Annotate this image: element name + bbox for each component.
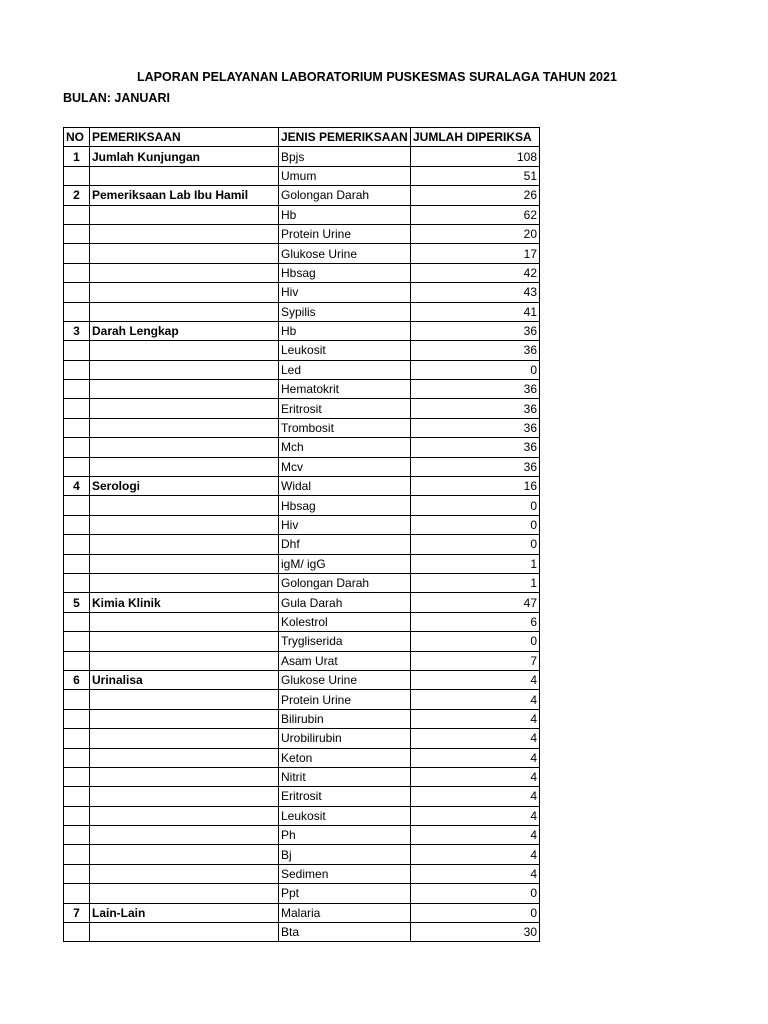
table-row: [64, 632, 540, 651]
table-row: [64, 787, 540, 806]
pemeriksaan-cell: [90, 729, 279, 748]
header-jumlah-diperiksa: JUMLAH DIPERIKSA: [411, 128, 540, 147]
jumlah-diperiksa-cell: 36: [411, 321, 540, 340]
jenis-pemeriksaan-cell: Urobilirubin: [279, 729, 411, 748]
table-row: [64, 515, 540, 534]
pemeriksaan-cell: [90, 418, 279, 437]
table-row: [64, 767, 540, 786]
jenis-pemeriksaan-cell: Hb: [279, 205, 411, 224]
table-row: [64, 593, 540, 612]
jenis-pemeriksaan-cell: Malaria: [279, 903, 411, 922]
no-cell: [64, 612, 90, 631]
no-cell: 1: [64, 147, 90, 166]
jumlah-diperiksa-cell: 1: [411, 573, 540, 592]
no-cell: 5: [64, 593, 90, 612]
no-cell: [64, 729, 90, 748]
table-row: [64, 903, 540, 922]
jumlah-diperiksa-cell: 62: [411, 205, 540, 224]
no-cell: [64, 535, 90, 554]
no-cell: [64, 573, 90, 592]
jenis-pemeriksaan-cell: Protein Urine: [279, 224, 411, 243]
no-cell: [64, 302, 90, 321]
jumlah-diperiksa-cell: 4: [411, 845, 540, 864]
no-cell: [64, 826, 90, 845]
pemeriksaan-cell: Lain-Lain: [90, 903, 279, 922]
jumlah-diperiksa-cell: 4: [411, 806, 540, 825]
jenis-pemeriksaan-cell: Golongan Darah: [279, 573, 411, 592]
jumlah-diperiksa-cell: 4: [411, 826, 540, 845]
pemeriksaan-cell: [90, 845, 279, 864]
pemeriksaan-cell: [90, 554, 279, 573]
pemeriksaan-cell: Serologi: [90, 477, 279, 496]
jenis-pemeriksaan-cell: Glukose Urine: [279, 244, 411, 263]
header-no: NO: [64, 128, 90, 147]
pemeriksaan-cell: [90, 573, 279, 592]
jenis-pemeriksaan-cell: Golongan Darah: [279, 186, 411, 205]
no-cell: [64, 263, 90, 282]
pemeriksaan-cell: [90, 864, 279, 883]
jenis-pemeriksaan-cell: Hbsag: [279, 496, 411, 515]
pemeriksaan-cell: [90, 496, 279, 515]
no-cell: [64, 845, 90, 864]
no-cell: [64, 690, 90, 709]
table-row: [64, 399, 540, 418]
report-month: BULAN: JANUARI: [63, 91, 170, 105]
pemeriksaan-cell: [90, 283, 279, 302]
jenis-pemeriksaan-cell: Leukosit: [279, 341, 411, 360]
table-row: [64, 884, 540, 903]
jenis-pemeriksaan-cell: Trygliserida: [279, 632, 411, 651]
table-row: [64, 690, 540, 709]
no-cell: [64, 244, 90, 263]
jumlah-diperiksa-cell: 36: [411, 341, 540, 360]
jumlah-diperiksa-cell: 4: [411, 670, 540, 689]
no-cell: [64, 283, 90, 302]
jumlah-diperiksa-cell: 36: [411, 399, 540, 418]
table-row: [64, 826, 540, 845]
pemeriksaan-cell: [90, 380, 279, 399]
jenis-pemeriksaan-cell: Eritrosit: [279, 399, 411, 418]
jenis-pemeriksaan-cell: Bta: [279, 923, 411, 942]
table-row: [64, 477, 540, 496]
pemeriksaan-cell: [90, 690, 279, 709]
no-cell: [64, 205, 90, 224]
no-cell: 4: [64, 477, 90, 496]
jumlah-diperiksa-cell: 108: [411, 147, 540, 166]
jumlah-diperiksa-cell: 17: [411, 244, 540, 263]
pemeriksaan-cell: [90, 612, 279, 631]
table-row: [64, 438, 540, 457]
no-cell: [64, 632, 90, 651]
no-cell: [64, 864, 90, 883]
table-row: [64, 864, 540, 883]
jumlah-diperiksa-cell: 41: [411, 302, 540, 321]
no-cell: [64, 923, 90, 942]
jumlah-diperiksa-cell: 51: [411, 166, 540, 185]
pemeriksaan-cell: [90, 224, 279, 243]
table-row: [64, 573, 540, 592]
jenis-pemeriksaan-cell: Glukose Urine: [279, 670, 411, 689]
jumlah-diperiksa-cell: 0: [411, 515, 540, 534]
jenis-pemeriksaan-cell: Hiv: [279, 515, 411, 534]
table-row: [64, 651, 540, 670]
jenis-pemeriksaan-cell: Sypilis: [279, 302, 411, 321]
jenis-pemeriksaan-cell: Ph: [279, 826, 411, 845]
jenis-pemeriksaan-cell: Asam Urat: [279, 651, 411, 670]
jumlah-diperiksa-cell: 4: [411, 709, 540, 728]
table-row: [64, 535, 540, 554]
jumlah-diperiksa-cell: 16: [411, 477, 540, 496]
jumlah-diperiksa-cell: 6: [411, 612, 540, 631]
no-cell: [64, 380, 90, 399]
table-header-row: [64, 128, 540, 147]
jumlah-diperiksa-cell: 0: [411, 360, 540, 379]
table-row: [64, 380, 540, 399]
table-row: [64, 845, 540, 864]
pemeriksaan-cell: [90, 748, 279, 767]
jenis-pemeriksaan-cell: Mcv: [279, 457, 411, 476]
table-row: [64, 729, 540, 748]
no-cell: [64, 341, 90, 360]
pemeriksaan-cell: Darah Lengkap: [90, 321, 279, 340]
no-cell: 2: [64, 186, 90, 205]
table-row: [64, 341, 540, 360]
pemeriksaan-cell: Pemeriksaan Lab Ibu Hamil: [90, 186, 279, 205]
report-title: LAPORAN PELAYANAN LABORATORIUM PUSKESMAS SURALAGA TAHUN 2021: [137, 70, 617, 84]
no-cell: [64, 399, 90, 418]
jumlah-diperiksa-cell: 36: [411, 418, 540, 437]
table-row: [64, 166, 540, 185]
jenis-pemeriksaan-cell: Led: [279, 360, 411, 379]
table-row: [64, 205, 540, 224]
pemeriksaan-cell: [90, 515, 279, 534]
jumlah-diperiksa-cell: 4: [411, 748, 540, 767]
jumlah-diperiksa-cell: 36: [411, 457, 540, 476]
jumlah-diperiksa-cell: 0: [411, 535, 540, 554]
table-row: [64, 612, 540, 631]
table-row: [64, 186, 540, 205]
pemeriksaan-cell: [90, 166, 279, 185]
lab-report-table: [63, 127, 540, 942]
header-jenis-pemeriksaan: JENIS PEMERIKSAAN: [279, 128, 411, 147]
no-cell: [64, 418, 90, 437]
jenis-pemeriksaan-cell: Hbsag: [279, 263, 411, 282]
table-row: [64, 554, 540, 573]
jenis-pemeriksaan-cell: Trombosit: [279, 418, 411, 437]
table-row: [64, 496, 540, 515]
pemeriksaan-cell: [90, 767, 279, 786]
jumlah-diperiksa-cell: 42: [411, 263, 540, 282]
no-cell: [64, 360, 90, 379]
jumlah-diperiksa-cell: 43: [411, 283, 540, 302]
jumlah-diperiksa-cell: 7: [411, 651, 540, 670]
no-cell: 3: [64, 321, 90, 340]
pemeriksaan-cell: [90, 535, 279, 554]
jenis-pemeriksaan-cell: Bj: [279, 845, 411, 864]
table-row: [64, 670, 540, 689]
jenis-pemeriksaan-cell: Keton: [279, 748, 411, 767]
jenis-pemeriksaan-cell: Hb: [279, 321, 411, 340]
jenis-pemeriksaan-cell: Mch: [279, 438, 411, 457]
pemeriksaan-cell: [90, 923, 279, 942]
jumlah-diperiksa-cell: 30: [411, 923, 540, 942]
pemeriksaan-cell: [90, 787, 279, 806]
no-cell: 6: [64, 670, 90, 689]
no-cell: [64, 438, 90, 457]
jumlah-diperiksa-cell: 4: [411, 864, 540, 883]
no-cell: [64, 787, 90, 806]
jumlah-diperiksa-cell: 4: [411, 787, 540, 806]
jenis-pemeriksaan-cell: Bpjs: [279, 147, 411, 166]
no-cell: [64, 767, 90, 786]
table-row: [64, 263, 540, 282]
jumlah-diperiksa-cell: 1: [411, 554, 540, 573]
table-row: [64, 923, 540, 942]
jenis-pemeriksaan-cell: Bilirubin: [279, 709, 411, 728]
pemeriksaan-cell: [90, 457, 279, 476]
pemeriksaan-cell: [90, 360, 279, 379]
pemeriksaan-cell: [90, 438, 279, 457]
jenis-pemeriksaan-cell: Hiv: [279, 283, 411, 302]
jenis-pemeriksaan-cell: Ppt: [279, 884, 411, 903]
table-row: [64, 418, 540, 437]
pemeriksaan-cell: [90, 709, 279, 728]
jumlah-diperiksa-cell: 20: [411, 224, 540, 243]
pemeriksaan-cell: Urinalisa: [90, 670, 279, 689]
jenis-pemeriksaan-cell: Gula Darah: [279, 593, 411, 612]
table-row: [64, 806, 540, 825]
pemeriksaan-cell: [90, 884, 279, 903]
table-row: [64, 244, 540, 263]
jenis-pemeriksaan-cell: Nitrit: [279, 767, 411, 786]
no-cell: [64, 496, 90, 515]
jumlah-diperiksa-cell: 36: [411, 438, 540, 457]
jumlah-diperiksa-cell: 0: [411, 903, 540, 922]
jenis-pemeriksaan-cell: Eritrosit: [279, 787, 411, 806]
pemeriksaan-cell: [90, 632, 279, 651]
pemeriksaan-cell: [90, 341, 279, 360]
no-cell: [64, 554, 90, 573]
jumlah-diperiksa-cell: 0: [411, 496, 540, 515]
pemeriksaan-cell: [90, 244, 279, 263]
table-row: [64, 147, 540, 166]
pemeriksaan-cell: Kimia Klinik: [90, 593, 279, 612]
pemeriksaan-cell: [90, 399, 279, 418]
jenis-pemeriksaan-cell: Kolestrol: [279, 612, 411, 631]
table-row: [64, 283, 540, 302]
no-cell: [64, 806, 90, 825]
header-pemeriksaan: PEMERIKSAAN: [90, 128, 279, 147]
table-row: [64, 224, 540, 243]
no-cell: [64, 457, 90, 476]
no-cell: [64, 748, 90, 767]
jumlah-diperiksa-cell: 26: [411, 186, 540, 205]
jumlah-diperiksa-cell: 36: [411, 380, 540, 399]
pemeriksaan-cell: [90, 806, 279, 825]
jumlah-diperiksa-cell: 47: [411, 593, 540, 612]
jenis-pemeriksaan-cell: Widal: [279, 477, 411, 496]
table-row: [64, 709, 540, 728]
pemeriksaan-cell: Jumlah Kunjungan: [90, 147, 279, 166]
table-row: [64, 302, 540, 321]
pemeriksaan-cell: [90, 651, 279, 670]
jumlah-diperiksa-cell: 4: [411, 767, 540, 786]
table-row: [64, 748, 540, 767]
jumlah-diperiksa-cell: 4: [411, 729, 540, 748]
pemeriksaan-cell: [90, 263, 279, 282]
pemeriksaan-cell: [90, 205, 279, 224]
no-cell: [64, 166, 90, 185]
no-cell: [64, 709, 90, 728]
table-row: [64, 360, 540, 379]
jenis-pemeriksaan-cell: Umum: [279, 166, 411, 185]
jenis-pemeriksaan-cell: Leukosit: [279, 806, 411, 825]
table-row: [64, 457, 540, 476]
jenis-pemeriksaan-cell: Dhf: [279, 535, 411, 554]
no-cell: [64, 515, 90, 534]
jenis-pemeriksaan-cell: Hematokrit: [279, 380, 411, 399]
no-cell: [64, 651, 90, 670]
jumlah-diperiksa-cell: 0: [411, 632, 540, 651]
jenis-pemeriksaan-cell: Sedimen: [279, 864, 411, 883]
jenis-pemeriksaan-cell: igM/ igG: [279, 554, 411, 573]
table-row: [64, 321, 540, 340]
no-cell: [64, 884, 90, 903]
table-body: [64, 147, 540, 942]
pemeriksaan-cell: [90, 826, 279, 845]
no-cell: [64, 224, 90, 243]
pemeriksaan-cell: [90, 302, 279, 321]
no-cell: 7: [64, 903, 90, 922]
jumlah-diperiksa-cell: 0: [411, 884, 540, 903]
jenis-pemeriksaan-cell: Protein Urine: [279, 690, 411, 709]
jumlah-diperiksa-cell: 4: [411, 690, 540, 709]
